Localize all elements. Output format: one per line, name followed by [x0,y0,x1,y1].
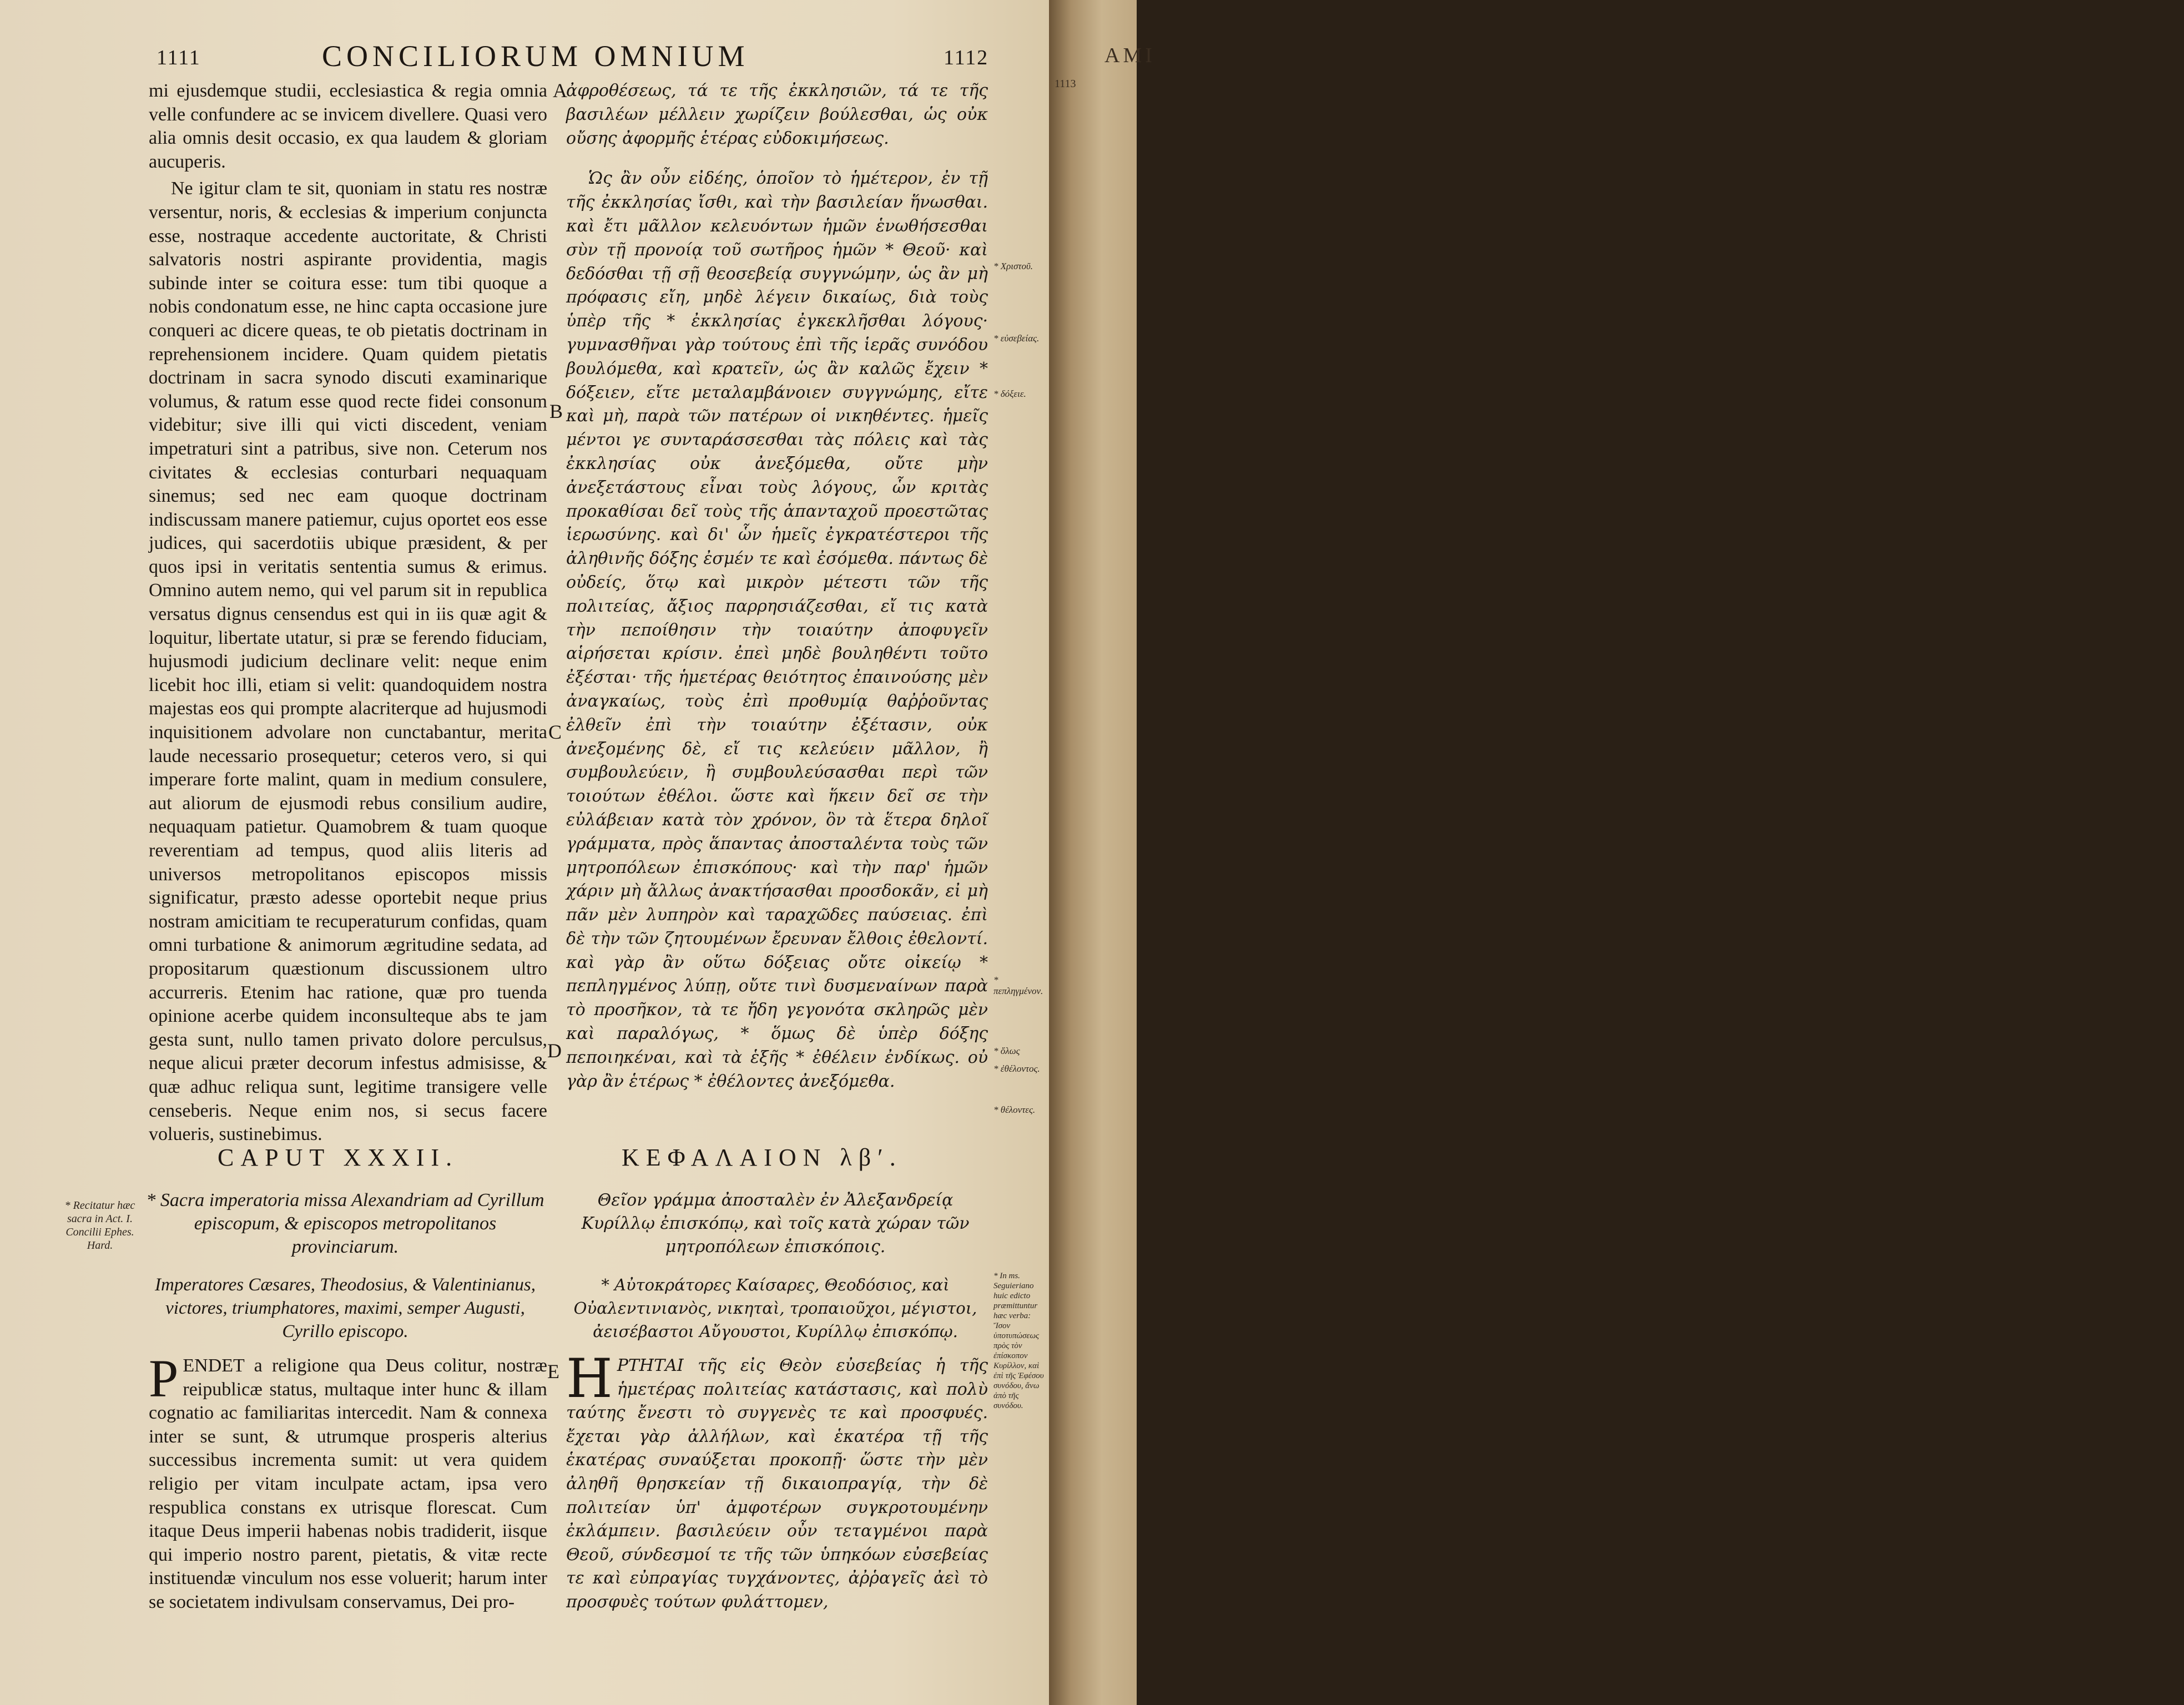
page-number-left: 1111 [157,46,201,69]
latin-letter-text: ENDET a religione qua Deus colitur, nostræ reipublicæ status, multaque inter hunc & illam cognatio ac familiaritas intercedit. Nam & connexa inter se sunt, & utrumque prosperis alterius successibus incrementa sumit: ut vera quidem religio per vitam inculpate actam, ipsa vero respublica constans ex utrisque florescat. Cum itaque Deus imperii habenas nobis tradiderit, iisque qui imperio nostro parent, pietatis, & vitæ recte instituendæ vinculum nos esse voluerit; harum inter se societatem indivulsam conservamus, Dei pro- [149,1355,547,1612]
margin-note: * ἐθέλοντος. [993,1063,1040,1074]
salutation-latin: Imperatores Cæsares, Theodosius, & Valentinianus, victores, triumphatores, maximi, semper Augusti, Cyrillo episcopo. [155,1275,536,1341]
section-marker-e: E [547,1360,559,1383]
chapter-summary-greek: Θεῖον γράμμα ἀποσταλὲν ἐν Ἀλεξανδρείᾳ Κυρίλλῳ ἐπισκόπῳ, καὶ τοῖς κατὰ χώραν τῶν μητροπόλεων ἐπισκόποις. [581,1191,970,1257]
margin-note: * Χριστοῦ. [993,261,1033,271]
greek-column [566,79,988,1123]
chapter-heading-latin: CAPUT XXXII. [218,1144,459,1171]
adjacent-page-header: AMI [1104,44,1156,67]
section-marker-d: D [547,1040,562,1062]
latin-letter-body [149,1349,547,1693]
margin-note: * ὅλως [993,1046,1020,1056]
latin-column [149,79,547,1145]
margin-note: * In ms. Seguieriano huic edicto præmittuntur hæc verba: Ἴσον ὑποτυπώσεως πρὸς τὸν ἐπίσκοπον Κυρίλλον, καὶ ἐπὶ τῆς Ἐφέσου συνόδου, ἄνω ἀπὸ τῆς συνόδου. [993,1272,1044,1410]
salutation-greek: * Αὐτοκράτορες Καίσαρες, Θεοδόσιος, καὶ Οὐαλεντινιανὸς, νικηταὶ, τροπαιοῦχοι, μέγιστοι, ἀεισέβαστοι Αὔγουστοι, Κυρίλλῳ ἐπισκόπῳ. [573,1275,977,1341]
section-marker-a: A [553,79,567,102]
chapter-summary-latin: * Sacra imperatoria missa Alexandriam ad Cyrillum episcopum, & episcopos metropolitanos provinciarum. [146,1190,544,1257]
drop-cap: Η [566,1348,613,1410]
drop-cap: P [149,1349,179,1408]
greek-paragraph: Ὡς ἂν οὖν εἰδέης, ὁποῖον τὸ ἡμέτερον, ἐν τῇ τῆς ἐκκλησίας ἴσθι, καὶ τὴν βασιλείαν ἥνωσθαι. καὶ ἔτι μᾶλλον κελευόντων ἡμῶν ἑνωθήσεσθαι σὺν τῇ προνοίᾳ τοῦ σωτῆρος ἡμῶν * Θεοῦ· καὶ δεδόσθαι τῇ σῇ θεοσεβείᾳ συγγνώμην, ὡς ἂν μὴ πρόφασις εἴη, μηδὲ λέγειν δικαίως, διὰ τοὺς ὑπὲρ τῆς * ἐκκλησίας ἐγκεκλῆσθαι λόγους· γυμνασθῆναι γὰρ τούτους ἐπὶ τῆς ἱερᾶς συνόδου βουλόμεθα, καὶ κρατεῖν, ὡς ἂν καλῶς ἔχειν * δόξειεν, εἴτε μεταλαμβάνοιεν συγγνώμης, εἴτε καὶ μὴ, παρὰ τῶν πατέρων οἱ νικηθέντες. ἡμεῖς μέντοι γε συνταράσσεσθαι τὰς πόλεις καὶ τὰς ἐκκλησίας οὐκ ἀνεξόμεθα, οὔτε μὴν ἀνεξετάστους εἶναι τοὺς λόγους, ὧν κριτὰς προκαθίσαι δεῖ τοὺς τῆς ἁπανταχοῦ προεστῶτας ἱερωσύνης. καὶ δι' ὧν ἡμεῖς ἐγκρατέστεροι τῆς ἀληθινῆς δόξης ἐσμέν τε καὶ ἐσόμεθα. πάντως δὲ οὐδείς, ὅτῳ καὶ μικρὸν μέτεστι τῶν τῆς πολιτείας, ἄξιος παρρησιάζεσθαι, εἴ τις κατὰ τὴν πεποίθησιν τὴν τοιαύτην ἀποφυγεῖν αἱρήσεται κρίσιν. ἐπεὶ μηδὲ βουληθέντι τοῦτο ἐξέσται· τῆς ἡμετέρας θειότητος ἐπαινούσης μὲν ἀναγκαίως, τοὺς ἐπὶ προθυμίᾳ θαῤῥοῦντας ἐλθεῖν ἐπὶ τὴν τοιαύτην ἐξέτασιν, οὐκ ἀνεξομένης δὲ, εἴ τις κελεύειν μᾶλλον, ἢ συμβουλεύειν, ἢ συμβουλεύσασθαι περὶ τῶν τοιούτων ἐθέλοι. ὥστε καὶ ἥκειν δεῖ σε τὴν εὐλάβειαν κατὰ τὸν χρόνον, ὃν τὰ ἕτερα δηλοῖ γράμματα, πρὸς ἅπαντας ἀποσταλέντα τοὺς τῶν μητροπόλεων ἐπισκόπους· καὶ τὴν παρ' ἡμῶν χάριν μὴ ἄλλως ἀνακτήσασθαι προσδοκᾶν, εἰ μὴ πᾶν μὲν λυπηρὸν καὶ ταραχῶδες παύσειας. ἐπὶ δὲ τὴν τῶν ζητουμένων ἔρευναν ἔλθοις ἐθελοντί. καὶ γὰρ ἂν οὕτω δόξειας οὔτε οἰκείῳ * πεπληγμένος λύπῃ, οὔτε τινὶ δυσμεναίνων παρὰ τὸ προσῆκον, τὰ τε ἤδη γεγονότα σκληρῶς μὲν καὶ παραλόγως, * ὅμως δὲ ὑπὲρ δόξης πεποιηκέναι, καὶ τὰ ἑξῆς * ἐθέλειν ἐνδίκως. οὐ γὰρ ἂν ἑτέρως * ἐθέλοντες ἀνεξόμεθα. [566,169,988,1091]
adjacent-page-text-lines [2106,100,2184,1687]
latin-paragraph: Ne igitur clam te sit, quoniam in statu res nostræ versentur, noris, & ecclesias & imperium conjuncta esse, nostraque accedente auctoritate, & Christi salvatoris nostri aspirante providentia, magis subinde inter se coitura esse: tum tibi quoque a nobis condonatum esse, ne hinc capta occasione jure conqueri ac dicere queas, te ob pietatis doctrinam in reprehensionem incidere. Quam quidem pietatis doctrinam in sacra synodo discuti examinarique volumus, & ratum esse quod recte fidei consonum videbitur; sive illi qui victi discedent, veniam impetraturi sint a patribus, sive non. Ceterum nos civitates & ecclesias conturbari nequaquam sinemus; sed nec eam quoque doctrinam indiscussam manere patiemur, cujus oportet eos esse judices, qui sacerdotiis ubique præsident, & per quos ipsi in veritatis sententia sumus & erimus. Omnino autem nemo, qui vel parum sit in republica versatus dignus censendus est qui in iis quæ agit & loquitur, libertate utatur, si præ se ferendo fiduciam, hujusmodi judicium declinare velit: neque enim licebit hoc illi, etiam si velit: quandoquidem nostra majestas eos qui prompte alacriterque ad hujusmodi inquisitionem advolare non cunctabantur, merita laude necessario prosequetur; ceteros vero, si qui imperare forte malint, quam in medium consulere, aut aliorum de ejusmodi rebus consilium audire, nequaquam patietur. Quamobrem & tuam quoque reverentiam ad tempus, quod aliis literis ad universos metropolitanos episcopos missis significatur, præsto adesse oportebit neque prius nostram amicitiam te recuperaturum confidas, quam omni turbatione & animorum ægritudine sedata, ad propositarum quæstionum discussionem ultro accurreris. Etenim hac ratione, quæ pro tuenda opinione acerbe quidem inconsulteque abs te jam gesta sunt, nullo tamen privato dolore perculsus, neque alicui præter decorum infestus admisisse, & quæ adhuc reliqua sunt, legitime transigere velle censeberis. Neque enim nos, si secus facere volueris, sustinebimus. [149,178,547,1145]
adjacent-page-edge [1049,0,1137,1705]
greek-paragraph: ἀφροθέσεως, τά τε τῆς ἐκκλησιῶν, τά τε τῆς βασιλέων μέλλειν χωρίζειν βούλεσθαι, ὡς οὐκ οὔσης ἀφορμῆς ἑτέρας εὐδοκιμήσεως. [566,81,988,148]
greek-letter-body [566,1348,988,1693]
section-marker-b: B [549,400,563,422]
section-marker-c: C [548,721,562,743]
chapter-heading-greek: ΚΕΦΑΛΑΙΟΝ λβʹ. [622,1144,902,1171]
running-title: CONCILIORUM OMNIUM [322,39,749,73]
margin-note: * Recitatur hæc sacra in Act. I. Concilii Ephes. Hard. [64,1199,135,1252]
margin-note: * πεπληγμένον. [993,975,1043,996]
margin-note: * θέλοντες. [993,1104,1036,1115]
margin-note: * εὐσεβείας. [993,333,1040,344]
adjacent-page-number: 1113 [1055,78,1076,90]
greek-letter-text: ΡΤΗΤΑΙ τῆς εἰς Θεὸν εὐσεβείας ἡ τῆς ἡμετέρας πολιτείας κατάστασις, καὶ πολὺ ταύτης ἔνεστι τὸ συγγενὲς τε καὶ προσφυές. ἔχεται γὰρ ἀλλήλων, καὶ ἑκατέρα τῇ τῆς ἑκατέρας συναύξεται προκοπῇ· ὥστε τὴν μὲν ἀληθῆ θρησκείαν τῇ δικαιοπραγίᾳ, τὴν δὲ πολιτείαν ὑπ' ἀμφοτέρων συγκροτουμένην ἐκλάμπειν. βασιλεύειν οὖν τεταγμένοι παρὰ Θεοῦ, σύνδεσμοί τε τῆς τῶν ὑπηκόων εὐσεβείας τε καὶ εὐπραγίας τυγχάνοντες, ἀῤῥαγεῖς ἀεὶ τὸ προσφυὲς τούτων φυλάττομεν, [566,1356,988,1612]
margin-note: * δόξειε. [993,389,1026,399]
book-page [0,0,1049,1705]
page-number-right: 1112 [944,46,989,69]
latin-paragraph: mi ejusdemque studii, ecclesiastica & regia omnia velle confundere ac se invicem divellere. Quasi vero alia omnis desit occasio, ex qua laudem & gloriam aucuperis. [149,80,547,172]
